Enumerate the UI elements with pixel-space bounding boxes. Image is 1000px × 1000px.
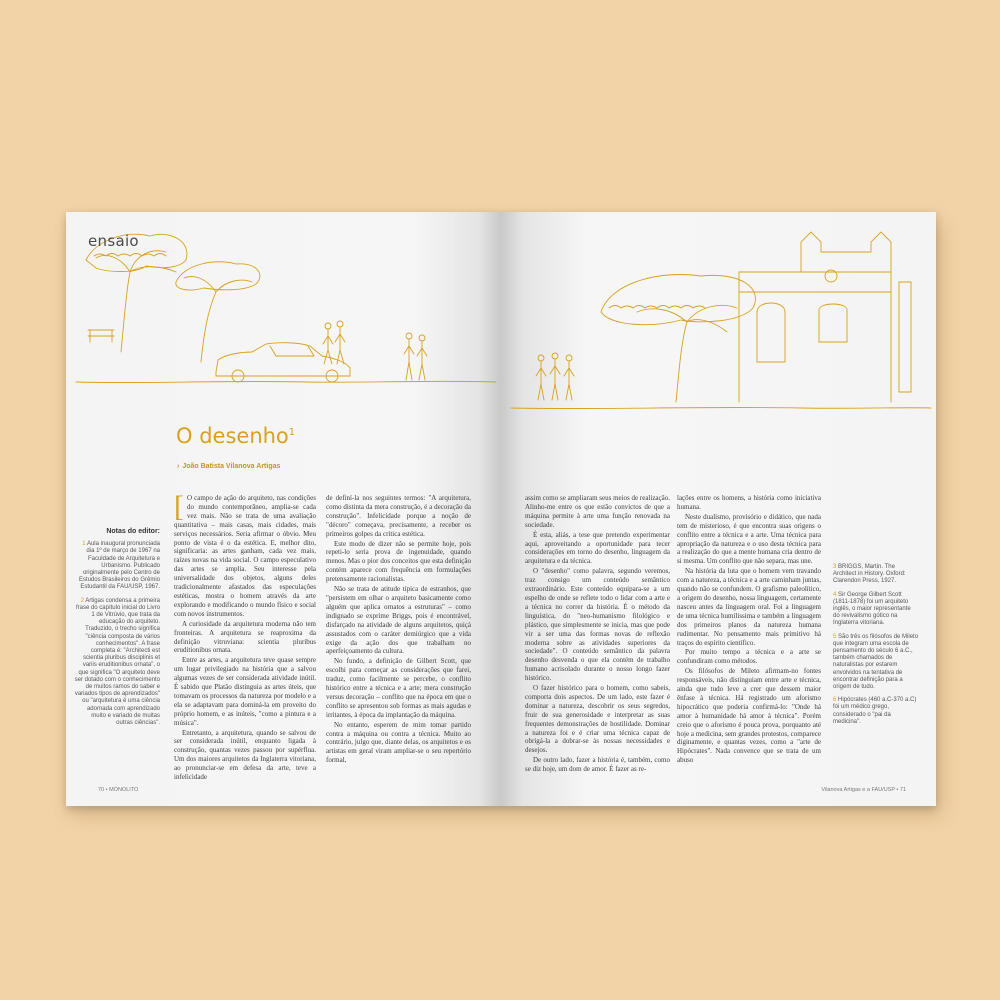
paragraph: lações entre os homens, a história como iniciativa humana.: [677, 494, 821, 511]
byline: [177, 463, 280, 470]
paragraph: Não se trata de atitude típica de estranhos, que "persistem em olhar o arquiteto basicamente como alguém que aplica ornatos a estruturas" – como indignado se exprime Briggs, pois é encontrável, disfarçado na atividade de alguns arquitetos, quiçá assustados com o caráter demiúrgico que a vida exige da ação dos que trabalham no aperfeiçoamento da cultura.: [326, 585, 471, 656]
paragraph: Por muito tempo a técnica e a arte se confundiram como métodos.: [677, 648, 821, 666]
chevron-right-icon: ›: [177, 463, 180, 470]
note-item: 4 Sir George Gilbert Scott (1811-1878) foi um arquiteto inglês, o maior representante do revivalismo gótico na Inglaterra vitoriana.: [833, 591, 911, 627]
editor-notes: [74, 528, 160, 733]
paragraph: assim como se ampliaram seus meios de realização. Alinho-me entre os que estão convictos de que a máquina permite à arte uma função renovada na sociedade.: [525, 494, 671, 529]
paragraph: No fundo, a definição de Gilbert Scott, que escolhi para começar as considerações que farei, traduz, como facilmente se percebe, o conflito histórico entre a técnica e a arte; mera construção versus decoração – conflito que na época em que o conflito se apresentou sob formas as mais agudas e irritantes, à época da implantação da máquina.: [326, 657, 471, 719]
note-item: 5 São três os filósofos de Mileto que integram uma escola de pensamento do século 6 a.C., também chamados de naturalistas por estarem envolvidos na tentativa de encontrar definição para a origem de tudo.: [833, 633, 919, 691]
text-column-3: [525, 494, 671, 774]
paragraph: Neste dualismo, provisório e didático, que nada tem de misterioso, é que encontra suas origens o conflito entre a técnica e a arte. Uma técnica para apropriação da natureza e o uso desta técnica para a realização do que a mente humana cria dentro de si mesma. Um conflito que não separa, mas une.: [677, 512, 821, 566]
paragraph: [ O campo de ação do arquiteto, nas condições do mundo contemporâneo, amplia-se cada vez mais. Não se trata de uma avaliação quantitativa – mais casas, mais cidades, mais serviços necessários. Seria afirmar o óbvio. Meu ponto de vista é o da estética. E, melhor dito, significaria: as artes ganham, cada vez mais, raízes novas na vida social. O campo especulativo das artes se amplia. Seu interesse pela universalidade dos objetos, alguns deles tradicionalmente afastados das especulações estéticas, mostra o homem através da arte explorando e modificando o mundo físico e social com novos instrumentos.: [174, 490, 316, 618]
paragraph: É esta, aliás, a tese que pretendo experimentar aqui, aproveitando a oportunidade para tecer considerações em torno do desenho, linguagem da arquitetura e da técnica.: [525, 530, 670, 566]
left-page: [66, 212, 501, 806]
paragraph: Entretanto, a arquitetura, quando se salvou de ser considerada inútil, enquanto ligada à construção, quantas vezes passou por supérflua. Um dos maiores arquitetos da Inglaterra vitoriana, ao pronunciar-se em defesa da arte, teve a infelicidade: [174, 728, 316, 782]
paragraph: A curiosidade da arquitetura moderna não tem fronteiras. A arquitetura se reaproxima da definição vitruviana: scientia pluribus eruditionibus ornata.: [174, 619, 316, 655]
paragraph: No entanto, esperem de mim tomar partido contra a máquina ou contra a técnica. Muito ao contrário, julgo que, diante delas, os arquitetos e os artistas em geral viram ampliar-se o seu repertório formal,: [326, 720, 471, 765]
note-item: 1 Aula inaugural pronunciada dia 1º de março de 1967 na Faculdade de Arquitetura e Urbanismo. Publicado originalmente pelo Centro de Estudos Brasileiros do Grêmio Estudantil da FAU/USP, 1967.: [78, 541, 160, 591]
paragraph: O fazer histórico para o homem, como sabeis, comporta dois aspectos. De um lado, este fazer é dominar a natureza, descobrir os seus segredos, fruir de sua generosidade e interpretar as suas frequentes demonstrações de hostilidade. Dominar a natureza foi e é criar uma técnica capaz de obrigá-la a dobrar-se às nossas necessidades e desejos.: [525, 684, 670, 755]
note-item: 6 Hipócrates (460 a.C-370 a.C) foi um médico grego, considerado o "pai da medicina".: [833, 697, 917, 725]
paragraph: de definí-la nos seguintes termos: "A arquitetura, como distinta da mera construção, é a decoração da construção". Infelicidade porque a noção de "décoro" começava, precisamente, a receber os primeiros golpes da crítica estética.: [326, 494, 471, 538]
note-item: 3 BRIGGS, Martin. The Architect in History. Oxford: Clarendon Press, 1927.: [833, 564, 906, 585]
magazine-spread: [66, 212, 936, 806]
notes-heading: Notas do editor:: [106, 528, 160, 535]
paragraph: O "desenho" como palavra, segundo veremos, traz consigo um conteúdo semântico extraordinário. Este conteúdo equipara-se a um espelho de onde se reflete todo o lidar com a arte e a técnica no correr da história. É o método da linguística, do "neo-humanismo filológico e plástico, que simplesmente se inicia, mas que pode vir a ser uma das formas novas de reflexão moderna sobre as atividades superiores da sociedade". O conteúdo semântico da palavra desenho desvenda o que ela contém de trabalho humano acrisolado durante o nosso longo fazer histórico.: [525, 567, 670, 683]
drop-cap: [: [174, 490, 184, 523]
text-column-2: [326, 494, 471, 764]
paragraph: Este modo de dizer não se permite hoje, pois repeti-lo seria prova de ingenuidade, quando menos. Mas o pior dos conceitos que esta definição contém aparece com frequência em formulações pretensamente racionalistas.: [326, 539, 471, 584]
note-item: 2 Artigas condensa a primeira frase do capítulo inicial do Livro 1 de Vitrúvio, que trata da educação do arquiteto. Traduzido, o trecho significa "ciência composta de vários conhecimentos". A frase completa é: "Architecti est scientia pluribus disciplinis et variis eruditionibus ornata", o que significa "O arquiteto deve ser dotado com o conhecimento de muitos ramos do saber e variados tipos de aprendizados" ou "arquitetura é uma ciência adornada com aprendizado muito e variado de muitas outras ciências".: [74, 597, 160, 727]
right-page: [501, 212, 936, 806]
author-name: João Batista Vilanova Artigas: [182, 463, 281, 470]
paragraph: De outro lado, fazer a história é, também, como se diz hoje, um dom de amor. É fazer as re-: [525, 756, 670, 774]
title-note-marker: 1: [288, 427, 296, 438]
illustration-house-and-trees: [501, 212, 936, 432]
paragraph: Entre as artes, a arquitetura teve quase sempre um lugar privilegiado na história que a salvou algumas vezes de ser considerada atividade inútil. É sabido que Platão distinguia as artes úteis, que tomavam os processos da natureza por modelo e a ela se adaptavam para dominá-la em proveito do próprio homem, e as inúteis, "como a pintura e a música".: [174, 656, 316, 727]
article-title: O desenho$^1$: [176, 424, 296, 448]
page-folio-right: Vilanova Artigas e a FAU/USP • 71: [821, 787, 906, 793]
text-column-1: [174, 490, 316, 782]
side-notes: [833, 564, 919, 732]
section-label: ensaio: [88, 232, 139, 250]
page-folio-left: 70 • MONOLITO: [98, 787, 139, 793]
paragraph: Os filósofos de Mileto afirmam-no fontes responsáveis, não distinguiam entre arte e técnica, ainda que tudo leve a crer que dessem maior ênfase à técnica. Há registrado um aforismo hipocrático que poderia confirmá-lo: "Onde há amor à humanidade há amor à técnica". Porém creio que o aforismo é pouca prova, porquanto até hoje a medicina, sem grandes protestos, comparece diginamente, e quantas vezes, como a "arte de Hipócrates". Nada convence que se trata de um abuso: [677, 667, 821, 765]
text-column-4: [677, 494, 821, 764]
paragraph: Na história da luta que o homem vem travando com a natureza, a técnica e a arte caminham juntas, quando não se confundem. O grafismo paleolítico, a origem do desenho, nossa linguagem, certamente nasceu antes da linguagem oral. Foi a linguagem de uma técnica humílissima e também a linguagem dos primeiros planos da natureza humana rudimentar. No pensamento mais primitivo há traços do espírito científico.: [677, 567, 821, 647]
